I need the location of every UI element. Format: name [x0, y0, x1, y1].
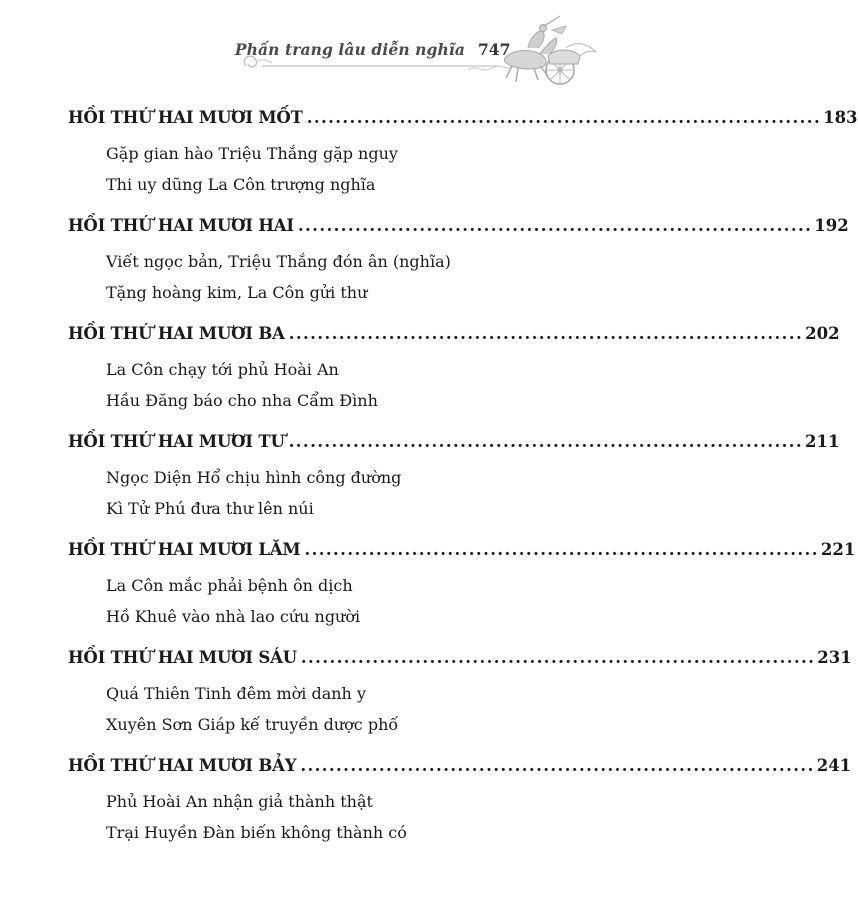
toc-entry	[68, 216, 849, 324]
chapter-subtitle: Thi uy dũng La Côn trượng nghĩa	[106, 175, 376, 194]
toc-entry	[68, 648, 852, 756]
chapter-subtitle: Gặp gian hào Triệu Thắng gặp nguy	[106, 144, 398, 163]
chapter-page-number: 241	[816, 756, 852, 775]
chapter-subtitle: Quá Thiên Tinh đêm mời danh y	[106, 684, 366, 703]
chapter-page-number: 192	[814, 216, 849, 235]
toc-entry	[68, 432, 840, 540]
chapter-title: HỒI THỨ HAI MƯƠI LĂM	[68, 540, 301, 559]
toc-entry	[68, 324, 840, 432]
chapter-page-number: 211	[805, 432, 840, 451]
chapter-title: HỒI THỨ HAI MƯƠI MỐT	[68, 108, 303, 127]
chapter-subtitle: La Côn chạy tới phủ Hoài An	[106, 360, 339, 379]
chapter-subtitle: Xuyên Sơn Giáp kế truyền dược phố	[106, 715, 399, 734]
toc-entry	[68, 540, 856, 648]
chapter-line	[68, 324, 840, 354]
chapter-title: HỒI THỨ HAI MƯƠI TƯ	[68, 432, 285, 451]
dot-leader: ........................................................................	[288, 432, 804, 451]
chapter-subtitle: Tặng hoàng kim, La Côn gửi thư	[106, 283, 368, 302]
page-number: 747	[478, 40, 511, 59]
chapter-subtitle: Hồ Khuê vào nhà lao cứu người	[106, 607, 361, 626]
chapter-line	[68, 648, 852, 678]
chapter-title: HỒI THỨ HAI MƯƠI BẢY	[68, 756, 297, 775]
chapter-title: HỒI THỨ HAI MƯƠI SÁU	[68, 648, 297, 667]
chapter-line	[68, 540, 856, 570]
chapter-page-number: 231	[817, 648, 852, 667]
dot-leader: ........................................................................	[300, 648, 816, 667]
toc-entry	[68, 108, 858, 216]
chapter-page-number: 202	[805, 324, 840, 343]
chapter-line	[68, 432, 840, 462]
chapter-subtitle: Phủ Hoài An nhận giả thành thật	[106, 792, 373, 811]
dot-leader: ........................................................................	[306, 108, 822, 127]
table-of-contents	[68, 108, 858, 864]
chapter-subtitle: Trại Huyền Đàn biến không thành có	[106, 823, 407, 842]
dot-leader: ........................................................................	[297, 216, 813, 235]
chapter-subtitle: Kì Tử Phú đưa thư lên núi	[106, 499, 314, 518]
page-header	[0, 0, 612, 100]
dot-leader: ........................................................................	[304, 540, 819, 559]
chapter-subtitle: Ngọc Diện Hổ chịu hình công đường	[106, 468, 402, 487]
toc-entry	[68, 756, 852, 864]
chapter-page-number: 183	[823, 108, 858, 127]
chapter-subtitle: Viết ngọc bản, Triệu Thắng đón ân (nghĩa)	[106, 252, 451, 271]
chapter-line	[68, 216, 849, 246]
chapter-line	[68, 756, 852, 786]
chapter-title: HỒI THỨ HAI MƯƠI BA	[68, 324, 285, 343]
running-title: Phấn trang lâu diễn nghĩa	[234, 40, 465, 59]
chapter-subtitle: Hầu Đăng báo cho nha Cẩm Đình	[106, 391, 378, 410]
chapter-title: HỒI THỨ HAI MƯƠI HAI	[68, 216, 294, 235]
chapter-subtitle: La Côn mắc phải bệnh ôn dịch	[106, 576, 353, 595]
dot-leader: ........................................................................	[288, 324, 804, 343]
dot-leader: ........................................................................	[300, 756, 815, 775]
chapter-page-number: 221	[820, 540, 856, 559]
chapter-line	[68, 108, 858, 138]
